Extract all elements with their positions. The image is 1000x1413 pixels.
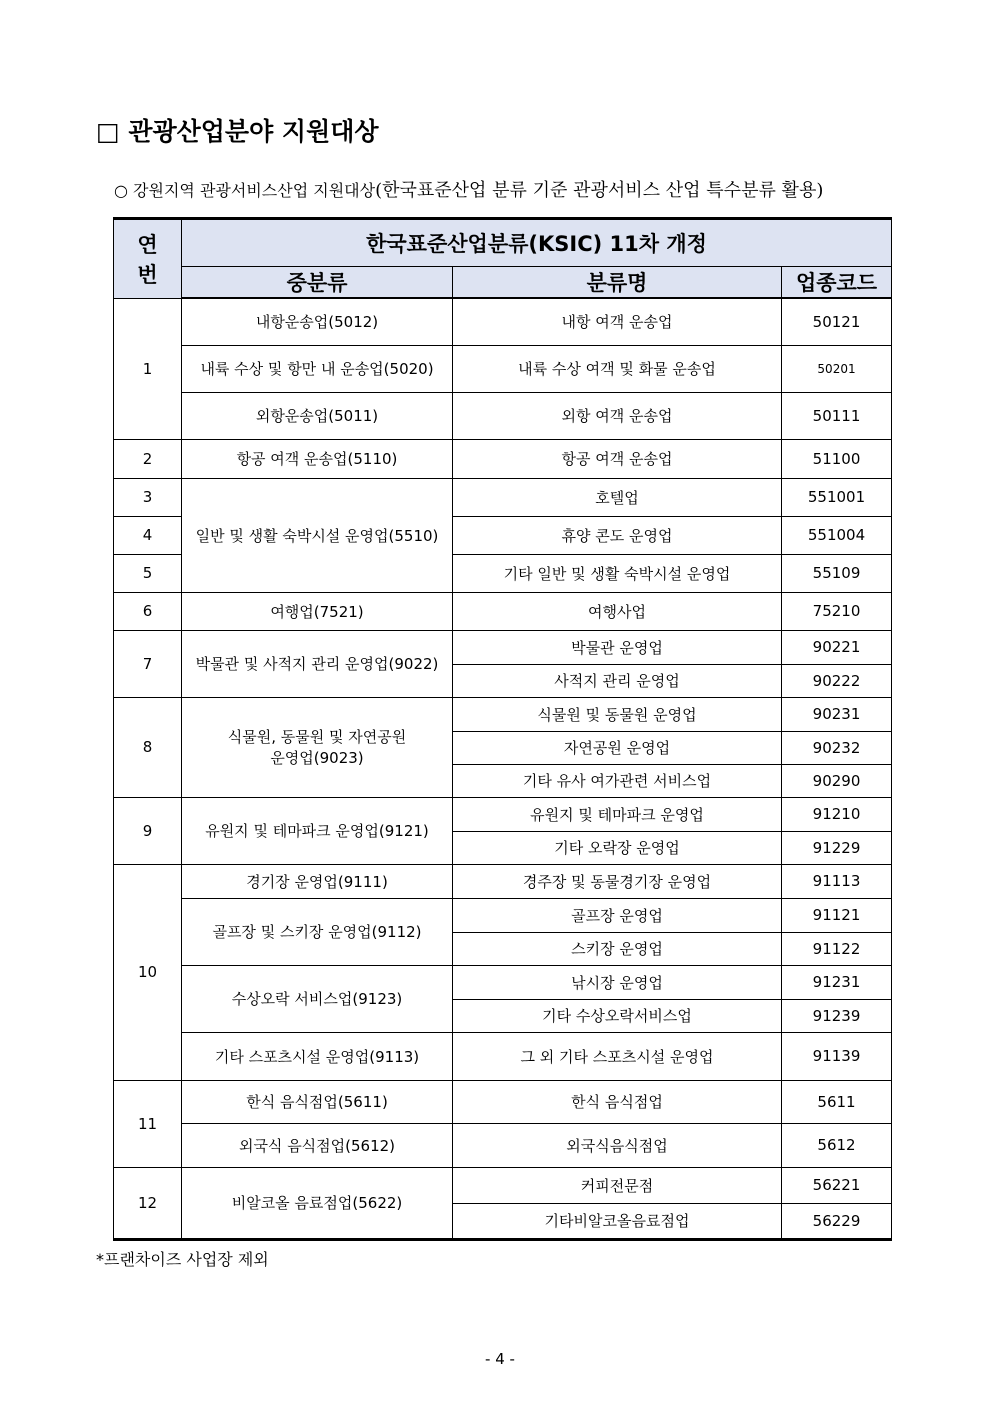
row-mid: 경기장 운영업(9111) xyxy=(182,864,453,898)
row-code: 91210 xyxy=(782,797,892,831)
header-code: 업종코드 xyxy=(782,267,892,299)
row-no: 9 xyxy=(114,797,182,864)
row-code: 91231 xyxy=(782,965,892,999)
row-name: 휴양 콘도 운영업 xyxy=(453,516,782,554)
subtitle-paren: (한국표준산업 분류 기준 관광서비스 산업 특수분류 활용) xyxy=(375,180,824,201)
row-code: 5612 xyxy=(782,1123,892,1167)
row-code: 91121 xyxy=(782,898,892,932)
row-no: 5 xyxy=(114,554,182,592)
row-name: 기타 일반 및 생활 숙박시설 운영업 xyxy=(453,554,782,592)
row-code: 551004 xyxy=(782,516,892,554)
table-row xyxy=(114,1123,892,1167)
header-no: 연 번 xyxy=(114,219,182,299)
subtitle-lead: ○ 강원지역 관광서비스산업 지원대상 xyxy=(114,181,376,200)
row-mid: 기타 스포츠시설 운영업(9113) xyxy=(182,1032,453,1080)
row-name: 내륙 수상 여객 및 화물 운송업 xyxy=(453,345,782,392)
row-name: 외항 여객 운송업 xyxy=(453,392,782,439)
row-code: 90222 xyxy=(782,664,892,697)
table-row xyxy=(114,439,892,478)
row-code: 90290 xyxy=(782,764,892,797)
table-row xyxy=(114,864,892,898)
row-no: 11 xyxy=(114,1080,182,1167)
row-code: 50201 xyxy=(782,345,892,392)
table-row xyxy=(114,797,892,831)
row-mid: 한식 음식점업(5611) xyxy=(182,1080,453,1123)
header-mid-class: 중분류 xyxy=(182,267,453,299)
row-code: 91239 xyxy=(782,999,892,1032)
row-code: 90232 xyxy=(782,731,892,764)
row-code: 56221 xyxy=(782,1167,892,1203)
row-code: 5611 xyxy=(782,1080,892,1123)
row-no: 1 xyxy=(114,298,182,439)
row-name: 자연공원 운영업 xyxy=(453,731,782,764)
row-mid: 외국식 음식점업(5612) xyxy=(182,1123,453,1167)
row-name: 항공 여객 운송업 xyxy=(453,439,782,478)
row-name: 내항 여객 운송업 xyxy=(453,298,782,345)
row-name: 커피전문점 xyxy=(453,1167,782,1203)
row-mid: 박물관 및 사적지 관리 운영업(9022) xyxy=(182,630,453,697)
row-mid: 외항운송업(5011) xyxy=(182,392,453,439)
row-code: 91122 xyxy=(782,932,892,965)
table-row xyxy=(114,965,892,999)
industry-table xyxy=(113,217,892,1241)
row-code: 50121 xyxy=(782,298,892,345)
table-row xyxy=(114,392,892,439)
row-mid: 내륙 수상 및 항만 내 운송업(5020) xyxy=(182,345,453,392)
table-row xyxy=(114,630,892,664)
table-row xyxy=(114,298,892,345)
header-class-name: 분류명 xyxy=(453,267,782,299)
row-code: 91113 xyxy=(782,864,892,898)
table-subheader-row xyxy=(114,267,892,299)
row-code: 50111 xyxy=(782,392,892,439)
subtitle xyxy=(114,176,823,202)
row-no: 2 xyxy=(114,439,182,478)
row-no: 10 xyxy=(114,864,182,1080)
page-number: - 4 - xyxy=(485,1350,515,1368)
row-mid: 내항운송업(5012) xyxy=(182,298,453,345)
row-mid: 골프장 및 스키장 운영업(9112) xyxy=(182,898,453,965)
table-row xyxy=(114,1032,892,1080)
row-name: 골프장 운영업 xyxy=(453,898,782,932)
footnote: *프랜차이즈 사업장 제외 xyxy=(96,1250,269,1269)
row-name: 여행사업 xyxy=(453,592,782,630)
row-name: 그 외 기타 스포츠시설 운영업 xyxy=(453,1032,782,1080)
row-no: 7 xyxy=(114,630,182,697)
table-row xyxy=(114,1080,892,1123)
table-row xyxy=(114,478,892,516)
row-code: 75210 xyxy=(782,592,892,630)
row-code: 90231 xyxy=(782,697,892,731)
row-mid: 식물원, 동물원 및 자연공원 운영업(9023) xyxy=(182,697,453,797)
row-name: 기타비알코올음료점업 xyxy=(453,1203,782,1239)
header-ksic: 한국표준산업분류(KSIC) 11차 개정 xyxy=(182,219,892,267)
row-code: 91229 xyxy=(782,831,892,864)
row-name: 유원지 및 테마파크 운영업 xyxy=(453,797,782,831)
row-code: 90221 xyxy=(782,630,892,664)
row-no: 4 xyxy=(114,516,182,554)
row-name: 호텔업 xyxy=(453,478,782,516)
row-name: 낚시장 운영업 xyxy=(453,965,782,999)
row-mid: 항공 여객 운송업(5110) xyxy=(182,439,453,478)
row-mid: 비알코올 음료점업(5622) xyxy=(182,1167,453,1239)
table-row xyxy=(114,697,892,731)
row-name: 한식 음식점업 xyxy=(453,1080,782,1123)
row-no: 12 xyxy=(114,1167,182,1239)
row-name: 식물원 및 동물원 운영업 xyxy=(453,697,782,731)
row-mid: 일반 및 생활 숙박시설 운영업(5510) xyxy=(182,478,453,592)
row-mid: 여행업(7521) xyxy=(182,592,453,630)
row-name: 외국식음식점업 xyxy=(453,1123,782,1167)
row-name: 기타 오락장 운영업 xyxy=(453,831,782,864)
table-row xyxy=(114,1167,892,1203)
row-name: 기타 유사 여가관련 서비스업 xyxy=(453,764,782,797)
row-code: 51100 xyxy=(782,439,892,478)
row-name: 스키장 운영업 xyxy=(453,932,782,965)
row-no: 3 xyxy=(114,478,182,516)
table-row xyxy=(114,592,892,630)
table-header-row xyxy=(114,219,892,267)
row-code: 55109 xyxy=(782,554,892,592)
page-title: □ 관광산업분야 지원대상 xyxy=(96,117,379,146)
row-code: 91139 xyxy=(782,1032,892,1080)
row-name: 사적지 관리 운영업 xyxy=(453,664,782,697)
row-mid: 유원지 및 테마파크 운영업(9121) xyxy=(182,797,453,864)
row-code: 56229 xyxy=(782,1203,892,1239)
table-row xyxy=(114,898,892,932)
row-name: 기타 수상오락서비스업 xyxy=(453,999,782,1032)
row-name: 경주장 및 동물경기장 운영업 xyxy=(453,864,782,898)
row-mid: 수상오락 서비스업(9123) xyxy=(182,965,453,1032)
table-row xyxy=(114,345,892,392)
row-no: 6 xyxy=(114,592,182,630)
row-no: 8 xyxy=(114,697,182,797)
row-name: 박물관 운영업 xyxy=(453,630,782,664)
row-code: 551001 xyxy=(782,478,892,516)
